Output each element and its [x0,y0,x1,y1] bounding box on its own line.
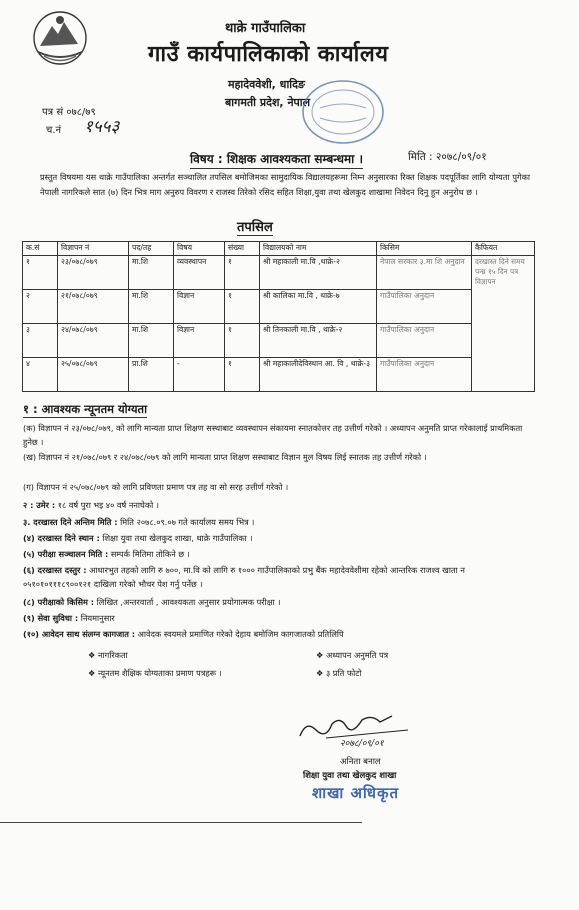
cell-type: गाउँपालिका अनुदान [377,358,472,392]
col-serial: क.सं [23,242,58,256]
cell-type: गाउँपालिका अनुदान [377,324,472,358]
cell-post-level: प्रा.शि [129,358,174,392]
col-ad-number: विज्ञापन नं [58,242,129,256]
qualification-b: (ख) विज्ञापन नं २१/०७८/०७९ र २४/०७८/०७९ को लागि मान्यता प्राप्त शिक्षण सस्थाबाट विज्ञान मुल विषय लिई स्नातक तह उत्तीर्ण गरेको । [23,452,427,462]
benefits-text: नियमानुसार [80,613,115,623]
fee-row [23,563,535,591]
table-row [23,290,535,324]
org-name: थाक्रे गाउँपालिका [225,21,306,36]
documents-text: आवेदक स्वयमले प्रमाणित गरेको देहाय बमोजिम कागजातको प्रतिलिपि [137,629,344,639]
signatory-department: शिक्षा युवा तथा खेलकुद शाखा [303,771,397,781]
benefits-label: (९) सेवा सुविधा : [23,613,79,623]
cell-ad-number: २५/०७८/०७९ [58,358,129,392]
section-qualification-heading: १ : आवश्यक न्यूनतम योग्यता [23,402,148,416]
deadline-label: ३. दरखास्त दिने अन्तिम मिति : [23,517,118,527]
bottom-divider [0,822,362,823]
submission-place-row [23,531,535,545]
age-requirement [23,498,535,512]
cell-ad-number: २३/०७८/०७९ [58,256,129,290]
age-text: १८ वर्ष पुरा भइ ४० वर्ष ननाघेको । [57,500,159,510]
office-title: गाउँ कार्यपालिकाको कार्यालय [148,42,389,67]
qualification-c: (ग) विज्ञापन नं २५/०७८/०७९ को लागि प्रविणता प्रमाण पत्र तह वा सो सरह उत्तीर्ण गरेको । [23,482,289,492]
signature-date: २०७८/०९/०१ [340,739,384,749]
cell-post-level: मा.शि [129,290,174,324]
table-header-row [23,242,535,256]
dispatch-number: १५५३ [84,117,120,137]
benefits-row [23,611,535,625]
cell-ad-number: २१/०७८/०७९ [58,290,129,324]
cell-post-level: मा.शि [129,256,174,290]
cell-post-level: मा.शि [129,324,174,358]
col-subject: विषय [174,242,225,256]
col-school-name: विद्यालयको नाम [260,242,377,256]
cell-serial: १ [23,256,58,290]
dispatch-label: च.नं [46,125,62,136]
col-count: संख्या [225,242,260,256]
attachment-item: ❖ ३ प्रति फोटो [316,668,362,678]
exam-date-text: सम्पर्क मितिमा तोकिने छ । [110,549,190,559]
address-line1: महादेववेशी, धादिङ [228,78,305,91]
deadline-row [23,515,535,529]
cell-ad-number: २४/०७८/०७९ [58,324,129,358]
reference-number: पत्र सं ०७८/७९ [42,107,96,118]
exam-date-row [23,547,535,561]
exam-type-text: लिखित ,अन्तरवार्ता , आवश्यकता अनुसार प्रयोगात्मक परीक्षा । [96,597,281,607]
attachment-item: ❖ नागरिकता [88,650,128,660]
fee-label: (६) दरखास्त दस्तुर : [23,565,87,575]
subject-line: विषय : शिक्षक आवश्यकता सम्बन्धमा । [190,150,363,169]
col-type: किसिम [377,242,472,256]
cell-count: १ [225,358,260,392]
office-stamp [300,78,386,146]
table-row [23,358,535,392]
cell-school-name: श्री महाकाली मा.वि ,थाक्रे-२ [260,256,377,290]
deadline-text: मिति २०७८.०९.०७ गते कार्यालय समय भित्र । [120,517,255,527]
col-remarks: कैफियत [472,242,535,256]
attachment-item: ❖ अध्यापन अनुमति पत्र [316,650,389,660]
submission-place-label: (४) दरखास्त दिने स्थान : [23,533,100,543]
cell-subject: - [174,358,225,392]
exam-date-label: (५) परीक्षा सञ्चालन मिति : [23,549,109,559]
cell-serial: ४ [23,358,58,392]
address-line2: बागमती प्रदेश, नेपाल [225,96,311,109]
cell-school-name: श्री कालिका मा.वि , थाक्रे-७ [260,290,377,324]
col-post-level: पद/तह [129,242,174,256]
table-row [23,324,535,358]
cell-remarks: दरखास्त दिने समय पन्ध्र १५ दिन पत्र विज्ञापन [472,256,535,392]
cell-subject: विज्ञान [174,324,225,358]
exam-type-label: (८) परीक्षाको किसिम : [23,597,95,607]
cell-count: १ [225,290,260,324]
vacancy-table [22,241,535,392]
cell-serial: २ [23,290,58,324]
letter-date: मिति : २०७८/०९/०१ [408,151,487,163]
qualification-a: (क) विज्ञापन नं २३/०७८/०७९, को लागि मान्यता प्राप्त शिक्षण सस्थाबाट व्यवस्थापन संकायमा स्नातकोत्तर तह उत्तीर्ण गरेको । अध्यापन अनुमति प्राप्त गरेकालाई प्राथमिकता हुनेछ । [23,423,523,447]
documents-label: (१०) आवेदन साथ संलग्न कागजात : [23,629,136,639]
cell-subject: व्यवस्थापन [174,256,225,290]
cell-school-name: श्री तिनकाली मा.वि , थाक्रे-२ [260,324,377,358]
age-label: २ : उमेर : [23,500,56,510]
exam-type-row [23,595,535,609]
schedule-heading: तपसिल [237,217,273,236]
cell-subject: विज्ञान [174,290,225,324]
cell-count: १ [225,256,260,290]
cell-serial: ३ [23,324,58,358]
submission-place-text: शिक्षा युवा तथा खेलकुद शाखा, थाक्रे गाउँपालिका । [102,533,253,543]
cell-type: नेपाल सरकार ३.मा शि अनुदान [377,256,472,290]
cell-type: गाउँपालिका अनुदान [377,290,472,324]
signatory-title: शाखा अधिकृत [312,784,400,802]
government-emblem-logo [30,8,90,66]
attachment-item: ❖ न्यूनतम शैक्षिक योग्यताका प्रमाण पत्रहरू । [88,668,222,678]
intro-paragraph: प्रस्तुत विषयमा यस थाक्रे गाउँपालिका अन्तर्गत सञ्चालित तपसिल बमोजिमका सामुदायिक विद्यालयहरूमा निम्न अनुसारका रिक्त शिक्षक पदपूर्तिका लागि योग्यता पुगेका नेपाली नागरिकले सात (७) दिन भित्र माग अनुरुप विवरण र राजस्व तिरेको रसिद सहित शिक्षा,युवा तथा खेलकुद शाखामा निवेदन दिनु हुन अनुरोध छ । [40,172,530,197]
cell-count: १ [225,324,260,358]
fee-text: आधारभुत तहको लागि रु ७००, मा.वि को लागि रु १००० गाउँपालिकाको प्रभु बैंक महादेववेशीमा रहेको आन्तरिक राजश्व खाता न ०५१०१०१११८९००१२१ दाखिला गरेको भौचर पेश गर्नु पर्नेछ । [23,565,465,589]
documents-row [23,627,535,641]
cell-school-name: श्री महाकालीदेविस्थान आ. वि , थाक्रे-३ [260,358,377,392]
handwritten-signature [296,702,416,750]
table-row [23,256,535,290]
signatory-name: अनिता बनाल [340,757,381,767]
